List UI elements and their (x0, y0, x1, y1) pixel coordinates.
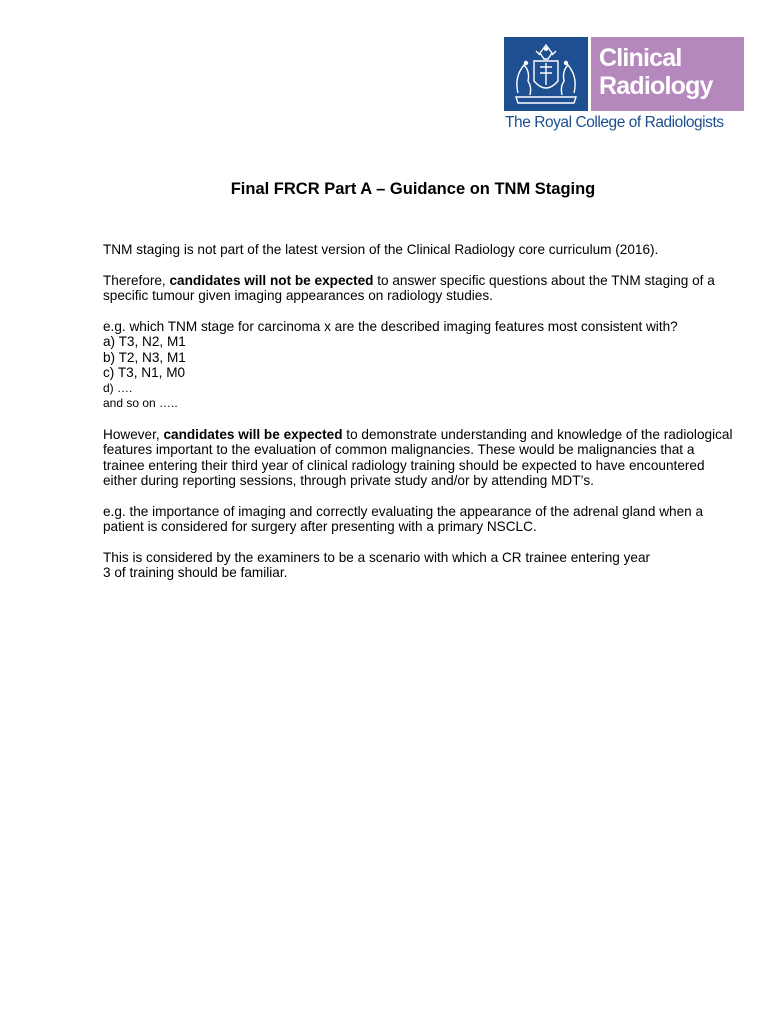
paragraph-scenario (103, 550, 733, 581)
para2-bold: candidates will not be expected (169, 272, 374, 288)
para2-suffix: to answer specific questions about the TNM staging of a specific tumour given imaging appearances on radiology studies. (103, 272, 715, 304)
college-name: The Royal College of Radiologists (505, 114, 724, 131)
example-question-block (103, 319, 733, 411)
option-b: b) T2, N3, M1 (103, 349, 186, 365)
para3-bold: candidates will be expected (163, 426, 343, 442)
coat-of-arms-icon (504, 37, 588, 111)
option-c: c) T3, N1, M0 (103, 365, 186, 381)
rcr-logo (504, 37, 744, 133)
paragraph-adrenal-example: e.g. the importance of imaging and correctly evaluating the appearance of the adrenal gland when a patient is considered for surgery after presenting with a primary NSCLC. (103, 503, 704, 535)
example-question: e.g. which TNM stage for carcinoma x are the described imaging features most consistent with? (103, 319, 678, 334)
brand-line-radiology: Radiology (599, 72, 713, 100)
document-body (103, 242, 733, 596)
option-a: a) T3, N2, M1 (103, 334, 186, 350)
brand-line-clinical: Clinical (599, 44, 682, 72)
scenario-line-2: 3 of training should be familiar. (103, 565, 288, 581)
para2-prefix: Therefore, (103, 272, 170, 288)
paragraph-expected (103, 427, 733, 489)
and-so-on: and so on ….. (103, 396, 178, 411)
paragraph-not-expected (103, 273, 733, 304)
para3-prefix: However, (103, 426, 164, 442)
scenario-line-1: This is considered by the examiners to be a scenario with which a CR trainee entering year (103, 550, 651, 566)
page-title: Final FRCR Part A – Guidance on TNM Staging (230, 180, 596, 198)
brand-box (591, 37, 744, 111)
paragraph-curriculum: TNM staging is not part of the latest version of the Clinical Radiology core curriculum (2016). (103, 242, 659, 257)
option-d: d) …. (103, 380, 133, 395)
para3-suffix: to demonstrate understanding and knowledge of the radiological features important to the evaluation of common malignancies. These would be malignancies that a trainee entering their third year of clinical radiology training should be expected to have encountered either during reporting sessions, through private study and/or by attending MDT’s. (103, 426, 733, 489)
